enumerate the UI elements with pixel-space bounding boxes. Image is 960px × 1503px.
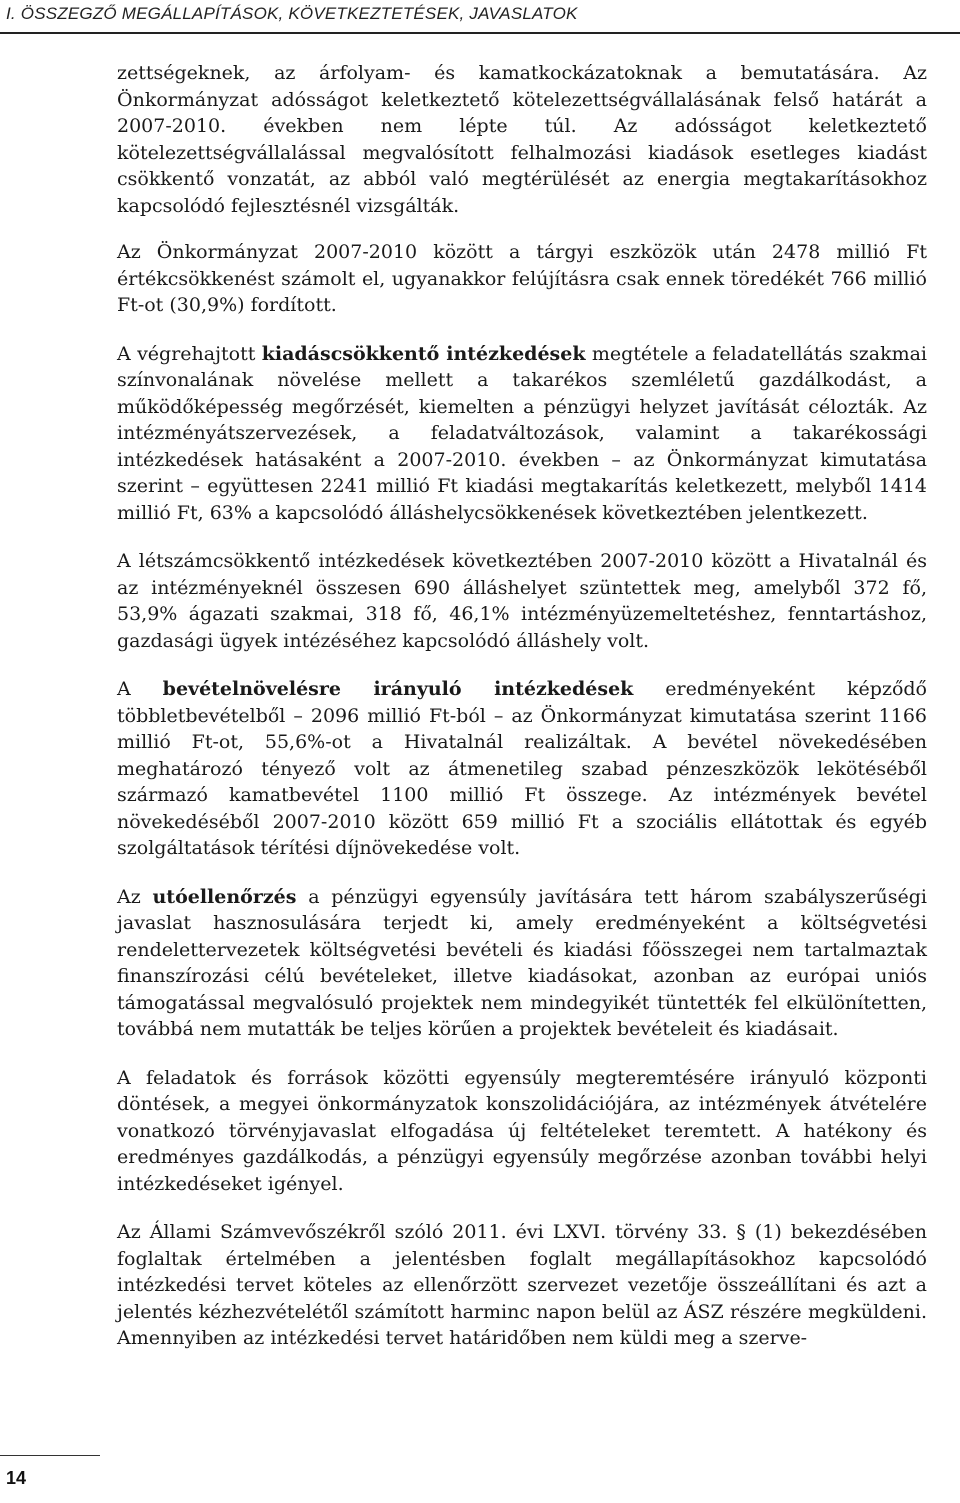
paragraph-3 bbox=[117, 341, 927, 527]
paragraph-4 bbox=[117, 548, 927, 654]
paragraph-8 bbox=[117, 1219, 927, 1352]
running-title: I. ÖSSZEGZŐ MEGÁLLAPÍTÁSOK, KÖVETKEZTETÉSEK, JAVASLATOK bbox=[6, 4, 578, 23]
paragraph-6-lead: Az bbox=[117, 885, 153, 908]
paragraph-7 bbox=[117, 1065, 927, 1198]
paragraph-6-rest: a pénzügyi egyensúly javítására tett három szabályszerűségi javaslat hasznosulására terjedt ki, amely eredményeként a költségvetési rendelettervezetek költségvetési bevételi és kiadási főösszegei nem tartalmaztak finanszírozási célú bevételeket, illetve kiadásokat, azonban az európai uniós támogatással megvalósuló projektek nem mindegyikét tüntették fel elkülönítetten, továbbá nem mutatták be teljes körűen a projektek bevételeit és kiadásait. bbox=[117, 885, 927, 1040]
paragraph-3-emphasis: kiadáscsökkentő intézkedések bbox=[261, 342, 586, 365]
paragraph-7-text: A feladatok és források közötti egyensúly megteremtésére irányuló központi döntések, a megyei önkormányzatok konszolidációjára, az intézmények átvételére vonatkozó törvényjavaslat elfogadása új feltételeket teremtett. A hatékony és eredményes gazdálkodás, a pénzügyi egyensúly megőrzése azonban további helyi intézkedéseket igényel. bbox=[117, 1066, 927, 1195]
paragraph-2-text: Az Önkormányzat 2007-2010 között a tárgyi eszközök után 2478 millió Ft értékcsökkenést számolt el, ugyanakkor felújításra csak ennek töredékét 766 millió Ft-ot (30,9%) fordított. bbox=[117, 241, 927, 316]
paragraph-4-text: A létszámcsökkentő intézkedések következtében 2007-2010 között a Hivatalnál és az intézményeknél összesen 690 álláshelyet szüntettek meg, amelyből 372 fő, 53,9% ágazati szakmai, 318 fő, 46,1% intézményüzemeltetéshez, fenntartáshoz, gazdasági ügyek intézéséhez kapcsolódó álláshely volt. bbox=[117, 550, 927, 652]
footer-divider bbox=[0, 1455, 100, 1456]
body-text bbox=[117, 60, 927, 1374]
page-number: 14 bbox=[6, 1468, 27, 1488]
page-header bbox=[0, 0, 960, 36]
paragraph-6 bbox=[117, 884, 927, 1043]
paragraph-3-lead: A végrehajtott bbox=[117, 342, 262, 365]
header-divider bbox=[0, 32, 960, 34]
paragraph-5-rest: eredményeként képződő többletbevételből – 2096 millió Ft-ból – az Önkormányzat kimutatása szerint 1166 millió Ft-ot, 55,6%-ot a Hivatalnál realizáltak. A bevétel növekedésében meghatározó tényező volt az átmenetileg szabad pénzeszközök lekötéséből származó kamatbevétel 1100 millió Ft összege. Az intézmények bevétel növekedéséből 2007-2010 között 659 millió Ft a szociális ellátottak és egyéb szolgáltatások térítési díjnövekedése volt. bbox=[117, 678, 927, 859]
paragraph-8-text: Az Állami Számvevőszékről szóló 2011. évi LXVI. törvény 33. § (1) bekezdésében foglaltak értelmében a jelentésben foglalt megállapításokhoz kapcsolódó intézkedési tervet köteles az ellenőrzött szervezet vezetője összeállítani és azt a jelentés kézhezvételétől számított harminc napon belül az ÁSZ részére megküldeni. Amennyiben az intézkedési tervet határidőben nem küldi meg a szerve- bbox=[117, 1221, 927, 1349]
paragraph-3-rest: megtétele a feladatellátás szakmai színvonalának növelése mellett a takarékos szemléletű gazdálkodást, a működőképesség megőrzését, kiemelten a pénzügyi helyzet javítását célozták. Az intézményátszervezések, a feladatváltozások, valamint a takarékossági intézkedések hatásaként a 2007-2010. években – az Önkormányzat kimutatása szerint – együttesen 2241 millió Ft kiadási megtakarítás keletkezett, melyből 1414 millió Ft, 63% a kapcsolódó álláshelycsökkenések következtében jelentkezett. bbox=[117, 342, 927, 524]
paragraph-1 bbox=[117, 60, 927, 219]
paragraph-6-emphasis: utóellenőrzés bbox=[152, 885, 297, 908]
paragraph-2 bbox=[117, 239, 927, 319]
paragraph-1-text: zettségeknek, az árfolyam- és kamatkockázatoknak a bemutatására. Az Önkormányzat adósságot keletkeztető kötelezettségvállalásának felső határát a 2007-2010. években nem lépte túl. Az adósságot keletkeztető kötelezettségvállalással megvalósított felhalmozási kiadások esetleges kiadást csökkentő vonzatát, az abból való megtérülését az energia megtakarításokhoz kapcsolódó fejlesztésnél vizsgálták. bbox=[117, 62, 927, 217]
paragraph-5 bbox=[117, 676, 927, 862]
paragraph-5-lead: A bbox=[117, 678, 163, 700]
paragraph-5-emphasis: bevételnövelésre irányuló intézkedések bbox=[162, 678, 634, 700]
